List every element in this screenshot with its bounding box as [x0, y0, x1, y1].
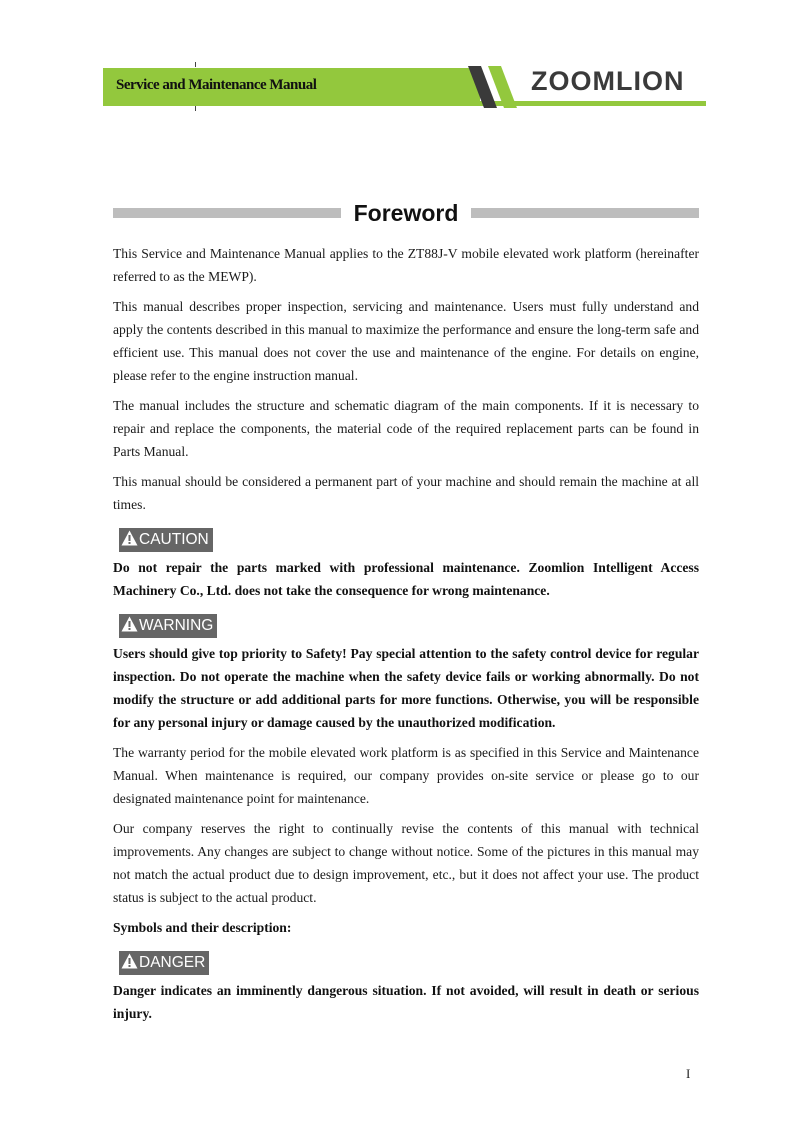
warning-label-row [119, 614, 699, 639]
paragraph-permanent-part: This manual should be considered a permanent part of your machine and should remain the machine at all times. [113, 474, 699, 512]
paragraph-warranty: The warranty period for the mobile elevated work platform is as specified in this Service and Maintenance Manual. When maintenance is required, our company provides on-site service or please go to our designated maintenance point for maintenance. [113, 745, 699, 806]
danger-label-text: DANGER [139, 954, 206, 971]
page-header [0, 0, 793, 120]
danger-label-row [119, 951, 699, 976]
paragraph-structure: The manual includes the structure and schematic diagram of the main components. If it is necessary to repair and replace the components, the material code of the required replacement parts can be found in Parts Manual. [113, 398, 699, 459]
danger-text: Danger indicates an imminently dangerous situation. If not avoided, will result in death or serious injury. [113, 983, 699, 1021]
warning-triangle-icon [121, 953, 138, 969]
paragraph-revisions: Our company reserves the right to continually revise the contents of this manual with technical improvements. Any changes are subject to change without notice. Some of the pictures in this manual may not match the actual product due to design improvement, etc., but it does not affect your use. The product status is subject to the actual product. [113, 821, 699, 905]
section-title-row [113, 198, 699, 228]
caution-label-row [119, 528, 699, 553]
caution-label-text: CAUTION [139, 531, 209, 548]
caution-text: Do not repair the parts marked with professional maintenance. Zoomlion Intelligent Access Machinery Co., Ltd. does not take the consequence for wrong maintenance. [113, 560, 699, 598]
brand-logo-text: ZOOMLION [531, 66, 685, 96]
page-number: I [686, 1066, 691, 1081]
symbols-heading: Symbols and their description: [113, 920, 292, 935]
warning-text: Users should give top priority to Safety! Pay special attention to the safety control device for regular inspection. Do not operate the machine when the safety device fails or working abnormally. Do not modify the structure or add additional parts for more functions. Otherwise, you will be responsible for any personal injury or damage caused by the unauthorized modification. [113, 646, 699, 730]
warning-triangle-icon [121, 530, 138, 546]
warning-label-text: WARNING [139, 617, 214, 634]
caution-label [119, 528, 213, 552]
paragraph-scope: This Service and Maintenance Manual applies to the ZT88J-V mobile elevated work platform (hereinafter referred to as the MEWP). [113, 246, 699, 284]
header-tick-mark [195, 106, 196, 111]
document-body [113, 242, 699, 1032]
danger-label [119, 951, 209, 975]
header-tick-mark [195, 62, 196, 67]
section-title: Foreword [353, 200, 459, 226]
zoomlion-logo-icon [466, 66, 522, 108]
manual-title: Service and Maintenance Manual [116, 77, 317, 93]
warning-triangle-icon [121, 616, 138, 632]
warning-label [119, 614, 217, 638]
paragraph-description: This manual describes proper inspection, servicing and maintenance. Users must fully understand and apply the contents described in this manual to maximize the performance and ensure the long-term safe and efficient use. This manual does not cover the use and maintenance of the engine. For details on engine, please refer to the engine instruction manual. [113, 299, 699, 383]
